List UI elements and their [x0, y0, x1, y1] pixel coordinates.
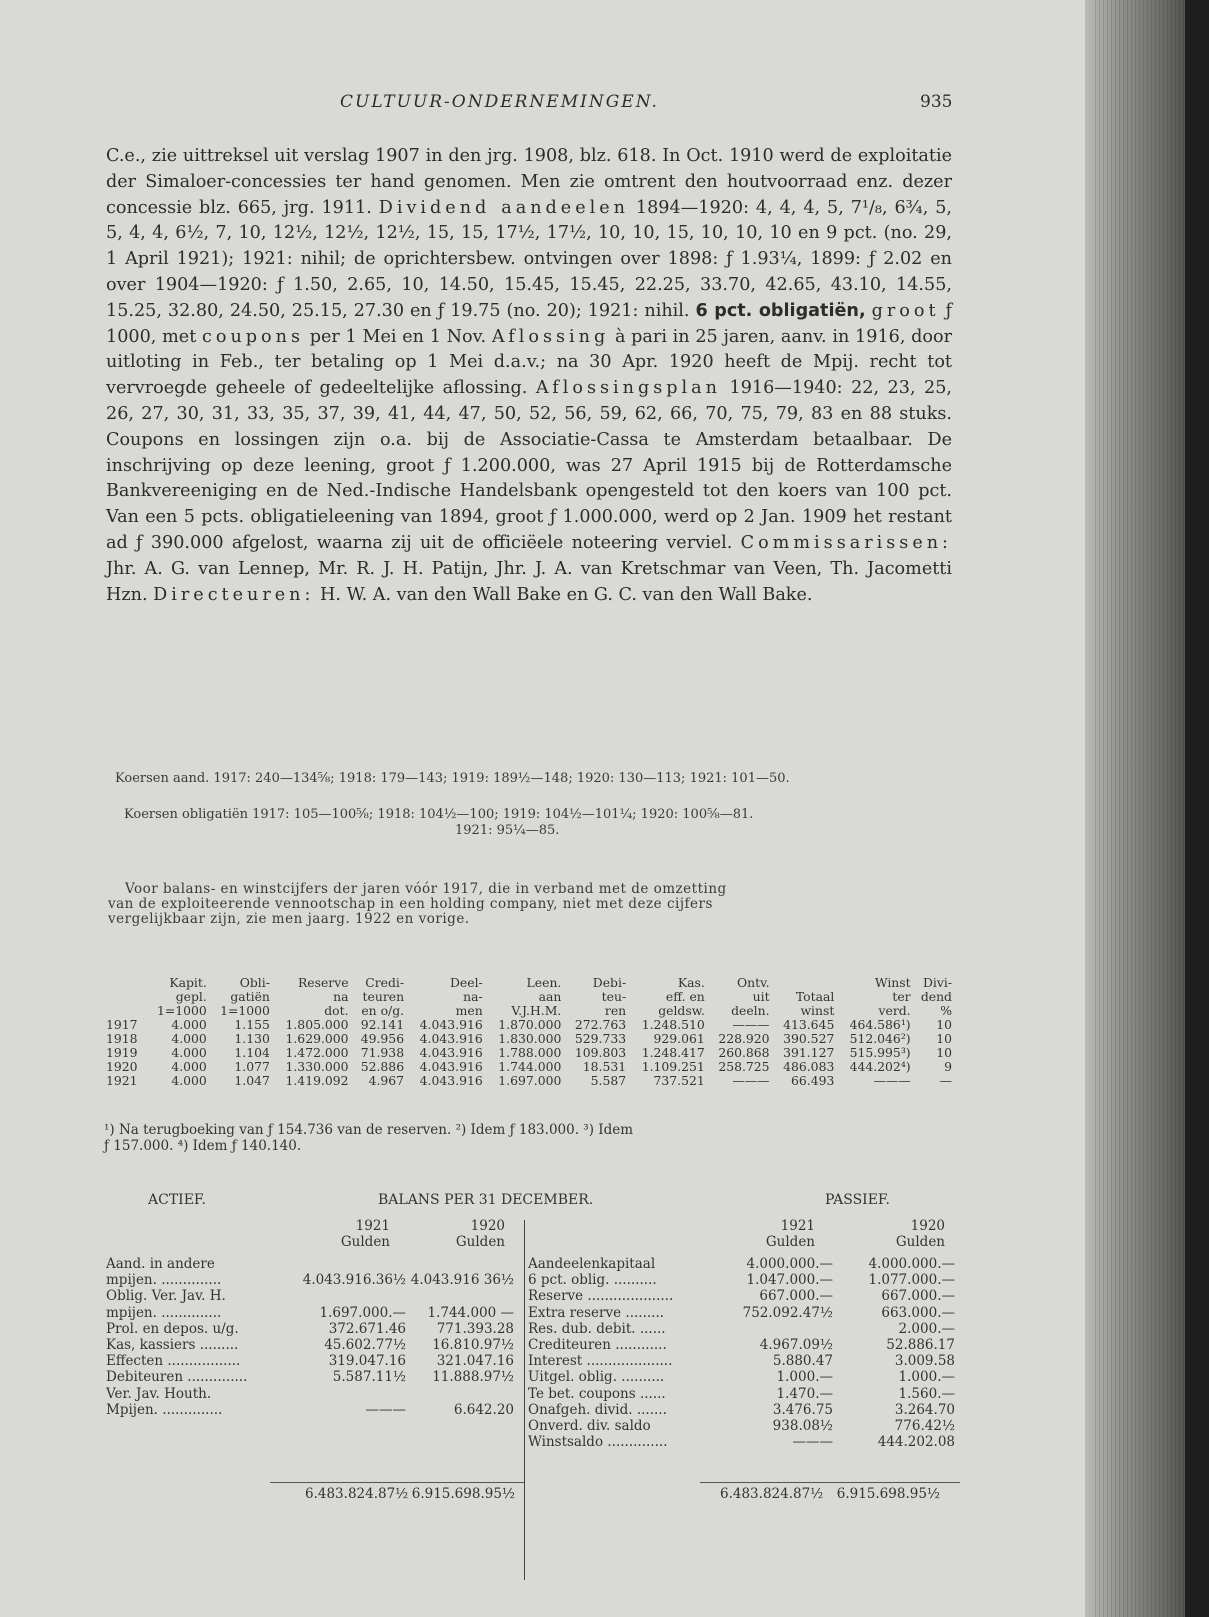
table-header-cell: Deel- — [449, 975, 483, 990]
passief-row — [528, 1369, 960, 1385]
table-cell: 10 — [936, 1045, 952, 1060]
dividend-text: 1894—1920: 4, 4, 4, 5, 7¹/₈, 6¾, 5, 5, 4, 4, 6½, 7, 10, 12½, 12½, 12½, 15, 15, 17½, 17½, 10, 10, 15, 10, 10, 10 en 9 pct. (no. 29, 1 April 1921); 1921: nihil; de oprichtersbew. ontvingen over 1898: ƒ 1.93¼, 1899: ƒ 2.02 en over 1904—1920: ƒ 1.50, 2.65, 10, 14.50, 15.45, 15.45, 22.25, 33.70, 42.65, 43.10, 14.55, 15.25, 32.80, 24.50, 25.15, 27.30 en ƒ 19.75 (no. 20); 1921: nihil. — [106, 197, 952, 321]
koersen-aand: Koersen aand. 1917: 240—134⅝; 1918: 179—143; 1919: 189½—148; 1920: 130—113; 1921: 101—50. — [115, 771, 790, 786]
table-cell: 4.000 — [171, 1017, 207, 1032]
actief-value-1920: 16.810.97½ — [432, 1337, 514, 1354]
passief-value-1920: 2.000.— — [898, 1320, 955, 1337]
groot-label: groot — [871, 300, 940, 321]
passief-row — [528, 1402, 960, 1418]
table-cell: 391.127 — [783, 1045, 835, 1060]
actief-row — [106, 1272, 516, 1288]
passief-value-1920: 3.264.70 — [894, 1401, 955, 1418]
table-header-cell: men — [455, 1003, 483, 1018]
actief-col-headers — [305, 1218, 515, 1250]
main-paragraph — [106, 144, 952, 608]
table-year-cell: 1917 — [106, 1017, 138, 1032]
table-cell: — — [939, 1073, 952, 1088]
actief-row — [106, 1321, 516, 1337]
table-cell: 1.047 — [234, 1073, 270, 1088]
aflossing-text: à pari in 25 jaren, aanv. in 1916, door uitloting in Feb., ter betaling op 1 Mei d.a.v.; na 30 Apr. 1920 heeft de Mpij. recht tot vervroegde geheele of gedeeltelijke aflossing. — [106, 326, 953, 399]
actief-value-1920: 11.888.97½ — [432, 1369, 514, 1386]
actief-label: mpijen. .............. — [106, 1272, 222, 1289]
actief-value-1921: 1.697.000.— — [319, 1304, 406, 1321]
table-header-cell: Leen. — [526, 975, 562, 990]
table-header-cell: % — [940, 1003, 952, 1018]
table-header-cell: ren — [604, 1003, 627, 1018]
table-cell: 4.000 — [171, 1031, 207, 1046]
actief-value-1920: 771.393.28 — [436, 1320, 514, 1337]
passief-label: Interest .................... — [528, 1353, 673, 1370]
table-cell: 9 — [944, 1059, 952, 1074]
actief-total-rule — [270, 1482, 524, 1483]
table-cell: 929.061 — [653, 1031, 705, 1046]
footnote-line1: ¹) Na terugboeking van ƒ 154.736 van de reserven. ²) Idem ƒ 183.000. ³) Idem — [104, 1122, 634, 1138]
table-header-cell: Divi- — [922, 975, 952, 990]
passief-value-1921: 5.880.47 — [772, 1353, 833, 1370]
table-header-cell: teu- — [601, 989, 627, 1004]
table-header-cell: Kas. — [677, 975, 705, 990]
passief-col-headers — [730, 1218, 960, 1250]
actief-value-1920 — [406, 1386, 514, 1402]
passief-year-1921: 1921 — [780, 1218, 815, 1234]
passief-label: Onverd. div. saldo — [528, 1418, 651, 1435]
table-cell: ——— — [732, 1017, 770, 1032]
actief-value-1920 — [406, 1256, 514, 1272]
table-cell: 4.043.916 — [419, 1073, 483, 1088]
passief-list — [528, 1256, 960, 1450]
table-header-cell: verd. — [878, 1003, 911, 1018]
koersen-oblig-line1: Koersen obligatiën 1917: 105—100⅝; 1918: 104½—100; 1919: 104½—101¼; 1920: 100⅝—81. — [124, 807, 754, 822]
table-cell: 1.472.000 — [285, 1045, 349, 1060]
table-header-cell: en o/g. — [361, 1003, 405, 1018]
table-header-cell: Debi- — [592, 975, 627, 990]
actief-label: Kas, kassiers ......... — [106, 1337, 239, 1354]
table-cell: 4.043.916 — [419, 1031, 483, 1046]
table-header-cell: Credi- — [365, 975, 405, 990]
passief-label: Onafgeh. divid. ....... — [528, 1401, 667, 1418]
table-header-cell: winst — [800, 1003, 835, 1018]
balans-title: BALANS PER 31 DECEMBER. — [378, 1192, 594, 1208]
passief-value-1921: 667.000.— — [759, 1288, 833, 1305]
table-cell: 1.077 — [234, 1059, 270, 1074]
passief-label: Winstsaldo .............. — [528, 1434, 668, 1451]
table-cell: 486.083 — [783, 1059, 835, 1074]
coupons-label: coupons — [202, 326, 304, 347]
text-intro: C.e., zie uittreksel uit verslag 1907 in den jrg. 1908, blz. 618. In Oct. 1910 werd de exploitatie der Simaloer-concessies ter hand genomen. Men zie omtrent den houtvoorraad enz. dezer concessie blz. 665, jrg. 1911. — [106, 146, 952, 218]
table-year-cell: 1918 — [106, 1031, 138, 1046]
actief-total-1920: 6.915.698.95½ — [411, 1486, 515, 1502]
table-cell: 49.956 — [360, 1031, 405, 1046]
table-cell: 71.938 — [360, 1045, 405, 1060]
actief-value-1920: 4.043.916 36½ — [410, 1272, 514, 1289]
table-header-cell: uit — [752, 989, 770, 1004]
passief-value-1921: 1.470.— — [776, 1385, 833, 1402]
table-cell: 4.967 — [368, 1073, 405, 1088]
table-header-cell: na- — [463, 989, 483, 1004]
oblig-text: ƒ 1000, met — [106, 300, 953, 347]
table-header-cell: 1=1000 — [220, 1003, 270, 1018]
passief-value-1920: 1.000.— — [898, 1369, 955, 1386]
table-cell: 515.995³) — [849, 1045, 911, 1060]
note-line3: vergelijkbaar zijn, zie men jaarg. 1922 en vorige. — [108, 911, 470, 927]
actief-label: Oblig. Ver. Jav. H. — [106, 1288, 226, 1305]
running-header: CULTUUR-ONDERNEMINGEN. — [340, 92, 659, 112]
passief-value-1920: 4.000.000.— — [868, 1256, 955, 1272]
table-header-cell: Totaal — [795, 989, 835, 1004]
passief-value-1920: 1.077.000.— — [868, 1272, 955, 1289]
actief-label: Mpijen. .............. — [106, 1401, 223, 1418]
passief-row — [528, 1305, 960, 1321]
table-cell: 1.109.251 — [641, 1059, 705, 1074]
table-header-row — [104, 1004, 954, 1018]
table-header-cell: teuren — [362, 989, 405, 1004]
table-row — [104, 1018, 954, 1032]
footnote-line2: ƒ 157.000. ⁴) Idem ƒ 140.140. — [104, 1138, 302, 1154]
passief-value-1920: 3.009.58 — [894, 1353, 955, 1370]
passief-row — [528, 1337, 960, 1353]
table-header-row — [104, 990, 954, 1004]
passief-label: Extra reserve ......... — [528, 1304, 665, 1321]
table-cell: 66.493 — [790, 1073, 835, 1088]
table-cell: 4.000 — [171, 1045, 207, 1060]
actief-year-1920: 1920 — [470, 1218, 505, 1234]
coupons-text: per 1 Mei en 1 Nov. — [309, 326, 487, 347]
table-cell: 1.419.092 — [285, 1073, 349, 1088]
table-header-cell: 1=1000 — [156, 1003, 207, 1018]
passief-row — [528, 1353, 960, 1369]
table-header-cell: na — [333, 989, 349, 1004]
actief-list — [106, 1256, 516, 1418]
passief-value-1921: 938.08½ — [772, 1418, 833, 1435]
table-cell: 1.155 — [234, 1017, 270, 1032]
table-header-cell: gepl. — [175, 989, 207, 1004]
table-cell: 1.130 — [234, 1031, 270, 1046]
table-header-cell: Obli- — [239, 975, 270, 990]
actief-value-1921: 45.602.77½ — [324, 1337, 406, 1354]
actief-value-1921 — [296, 1288, 406, 1304]
table-header-cell — [104, 976, 146, 990]
table-cell: 4.043.916 — [419, 1059, 483, 1074]
passief-value-1920: 444.202.08 — [877, 1434, 955, 1451]
table-year-cell: 1921 — [106, 1073, 138, 1088]
passief-value-1920: 52.886.17 — [886, 1337, 955, 1354]
aflossingsplan-text: 1916—1940: 22, 23, 25, 26, 27, 30, 31, 33, 35, 37, 39, 41, 44, 47, 50, 52, 56, 59, 62, 66, 70, 75, 79, 83 en 88 stuks. Coupons en lossingen zijn o.a. bij de Associatie-Cassa te Amsterdam betaalbaar. De inschrijving op deze leening, groot ƒ 1.200.000, was 27 April 1915 bij de Rotterdamsche Bankvereeniging en de Ned.-Indische Handelsbank opengesteld tot den koers van 100 pct. Van een 5 pcts. obligatieleening van 1894, groot ƒ 1.000.000, werd op 2 Jan. 1909 het restant ad ƒ 390.000 afgelost, waarna zij uit de officiëele noteering verviel. — [106, 378, 953, 553]
actief-value-1921: 4.043.916.36½ — [302, 1272, 406, 1289]
passief-value-1920: 663.000.— — [881, 1304, 955, 1321]
actief-row — [106, 1256, 516, 1272]
actief-value-1920 — [406, 1288, 514, 1304]
actief-value-1921 — [296, 1386, 406, 1402]
actief-value-1921: 372.671.46 — [328, 1320, 406, 1337]
balans-divider — [524, 1220, 525, 1580]
passief-row — [528, 1272, 960, 1288]
actief-label: Debiteuren .............. — [106, 1369, 248, 1386]
actief-value-1921: ——— — [365, 1401, 406, 1418]
passief-label: Te bet. coupons ...... — [528, 1385, 666, 1402]
passief-row — [528, 1434, 960, 1450]
table-cell: 1.248.417 — [641, 1045, 705, 1060]
passief-value-1921: 4.000.000.— — [746, 1256, 833, 1272]
table-cell: 272.763 — [574, 1017, 627, 1032]
table-cell: 1.248.510 — [641, 1017, 705, 1032]
table-cell: 737.521 — [653, 1073, 705, 1088]
passief-total-rule — [700, 1482, 960, 1483]
passief-value-1920: 776.42½ — [894, 1418, 955, 1435]
actief-unit-2: Gulden — [455, 1234, 505, 1251]
directeuren-label: Directeuren: — [153, 584, 315, 605]
actief-row — [106, 1305, 516, 1321]
table-cell: 413.645 — [783, 1017, 835, 1032]
actief-total-1921: 6.483.824.87½ — [305, 1486, 409, 1502]
table-year-cell: 1919 — [106, 1045, 138, 1060]
passief-value-1921: ——— — [792, 1434, 833, 1451]
table-row — [104, 1046, 954, 1060]
passief-value-1921: 4.967.09½ — [759, 1337, 833, 1354]
table-cell: 109.803 — [574, 1045, 627, 1060]
actief-row — [106, 1369, 516, 1385]
table-cell: ——— — [732, 1073, 770, 1088]
table-cell: 1.744.000 — [498, 1059, 562, 1074]
table-row — [104, 1032, 954, 1046]
table-header-cell — [104, 1004, 146, 1018]
directeuren-text: H. W. A. van den Wall Bake en G. C. van den Wall Bake. — [320, 584, 813, 605]
table-cell: 4.043.916 — [419, 1045, 483, 1060]
table-header-cell: Ontv. — [736, 975, 770, 990]
table-row — [104, 1060, 954, 1074]
actief-label: Ver. Jav. Houth. — [106, 1385, 212, 1402]
passief-label: Uitgel. oblig. .......... — [528, 1369, 665, 1386]
page-number: 935 — [920, 92, 953, 112]
passief-year-1920: 1920 — [910, 1218, 945, 1234]
table-cell: 1.870.000 — [498, 1017, 562, 1032]
table-cell: 10 — [936, 1031, 952, 1046]
passief-value-1921: 1.000.— — [776, 1369, 833, 1386]
actief-label: mpijen. .............. — [106, 1304, 222, 1321]
table-header-cell — [104, 990, 146, 1004]
table-cell: 390.527 — [783, 1031, 835, 1046]
table-cell: 260.868 — [718, 1045, 770, 1060]
passief-row — [528, 1418, 960, 1434]
table-cell: 1.629.000 — [285, 1031, 349, 1046]
table-cell: 1.104 — [234, 1045, 270, 1060]
oblig-label: 6 pct. obligatiën, — [695, 300, 866, 321]
passief-row — [528, 1386, 960, 1402]
dividend-label: Dividend aandeelen — [378, 197, 629, 218]
passief-total-1921: 6.483.824.87½ — [720, 1486, 824, 1502]
actief-label: Aand. in andere — [106, 1256, 215, 1272]
actief-row — [106, 1386, 516, 1402]
passief-row — [528, 1321, 960, 1337]
table-cell: 1.830.000 — [498, 1031, 562, 1046]
book-spine — [1185, 0, 1209, 1617]
actief-value-1920: 1.744.000 — — [427, 1304, 514, 1321]
koersen-oblig-line2: 1921: 95¼—85. — [455, 823, 560, 838]
passief-label: Res. dub. debit. ...... — [528, 1320, 666, 1337]
note-line2: van de exploiteerende vennootschap in een holding company, niet met deze cijfers — [108, 896, 713, 912]
commissarissen-text: Jhr. A. G. van Lennep, Mr. R. J. H. Patijn, Jhr. J. A. van Kretschmar van Veen, Th. Jacometti Hzn. — [106, 558, 952, 605]
table-cell: 1.788.000 — [498, 1045, 562, 1060]
passief-total-1920: 6.915.698.95½ — [836, 1486, 940, 1502]
actief-value-1921 — [296, 1256, 406, 1272]
table-cell: 464.586¹) — [849, 1017, 911, 1032]
table-cell: 4.000 — [171, 1059, 207, 1074]
table-header-row — [104, 976, 954, 990]
table-header-cell: V.J.H.M. — [511, 1003, 562, 1018]
table-cell: 228.920 — [718, 1031, 770, 1046]
actief-year-1921: 1921 — [355, 1218, 390, 1234]
table-header-cell: geldsw. — [658, 1003, 705, 1018]
table-cell: 1.330.000 — [285, 1059, 349, 1074]
table-header-cell: eff. en — [665, 989, 705, 1004]
actief-value-1921: 5.587.11½ — [332, 1369, 406, 1386]
table-cell: 258.725 — [718, 1059, 770, 1074]
passief-value-1920: 1.560.— — [898, 1385, 955, 1402]
table-header-cell: Kapit. — [169, 975, 207, 990]
actief-title: ACTIEF. — [148, 1192, 206, 1208]
passief-label: Aandeelenkapitaal — [528, 1256, 656, 1272]
table-row — [104, 1074, 954, 1088]
passief-value-1921 — [723, 1321, 833, 1337]
table-cell: 4.000 — [171, 1073, 207, 1088]
table-header-cell: ter — [892, 989, 911, 1004]
table-cell: 5.587 — [590, 1073, 627, 1088]
passief-label: 6 pct. oblig. .......... — [528, 1272, 657, 1289]
actief-row — [106, 1288, 516, 1304]
table-cell: 529.733 — [574, 1031, 627, 1046]
passief-row — [528, 1288, 960, 1304]
note-line1: Voor balans- en winstcijfers der jaren vóór 1917, die in verband met de omzetting — [125, 881, 727, 897]
actief-value-1920: 321.047.16 — [436, 1353, 514, 1370]
passief-value-1921: 752.092.47½ — [742, 1304, 833, 1321]
table-header-cell: aan — [538, 989, 562, 1004]
table-cell: 10 — [936, 1017, 952, 1032]
table-cell: 1.697.000 — [498, 1073, 562, 1088]
passief-title: PASSIEF. — [825, 1192, 890, 1208]
passief-label: Crediteuren ............ — [528, 1337, 667, 1354]
results-table — [104, 976, 954, 1088]
actief-unit-1: Gulden — [340, 1234, 390, 1251]
passief-unit-1: Gulden — [765, 1234, 815, 1251]
passief-value-1921: 3.476.75 — [772, 1401, 833, 1418]
actief-row — [106, 1353, 516, 1369]
table-cell: 4.043.916 — [419, 1017, 483, 1032]
actief-row — [106, 1402, 516, 1418]
table-header-cell: dend — [920, 989, 952, 1004]
commissarissen-label: Commissarissen: — [740, 532, 952, 553]
actief-value-1920: 6.642.20 — [453, 1401, 514, 1418]
page-edge-lines — [1095, 0, 1185, 1617]
passief-totals — [720, 1486, 960, 1502]
aflossing-label: Aflossing — [491, 326, 610, 347]
table-cell: ——— — [873, 1073, 911, 1088]
table-cell: 92.141 — [360, 1017, 405, 1032]
table-cell: 512.046²) — [849, 1031, 911, 1046]
table-year-cell: 1920 — [106, 1059, 138, 1074]
passief-unit-2: Gulden — [895, 1234, 945, 1251]
table-header-cell — [772, 976, 837, 990]
actief-row — [106, 1337, 516, 1353]
table-header-cell: Reserve — [297, 975, 349, 990]
passief-value-1921: 1.047.000.— — [746, 1272, 833, 1289]
table-header-cell: Winst — [874, 975, 911, 990]
table-header-cell: dot. — [324, 1003, 349, 1018]
aflossingsplan-label: Aflossingsplan — [535, 378, 722, 399]
passief-row — [528, 1256, 960, 1272]
table-footnotes — [104, 1122, 954, 1154]
actief-totals — [305, 1486, 520, 1502]
actief-value-1921: 319.047.16 — [328, 1353, 406, 1370]
passief-value-1920: 667.000.— — [881, 1288, 955, 1305]
table-cell: 1.805.000 — [285, 1017, 349, 1032]
actief-label: Effecten ................. — [106, 1353, 241, 1370]
table-cell: 444.202⁴) — [849, 1059, 911, 1074]
table-header-cell: deeln. — [731, 1003, 770, 1018]
table-header-cell: gatiën — [230, 989, 270, 1004]
actief-label: Prol. en depos. u/g. — [106, 1320, 239, 1337]
table-cell: 52.886 — [360, 1059, 405, 1074]
table-cell: 18.531 — [582, 1059, 627, 1074]
passief-label: Reserve .................... — [528, 1288, 674, 1305]
